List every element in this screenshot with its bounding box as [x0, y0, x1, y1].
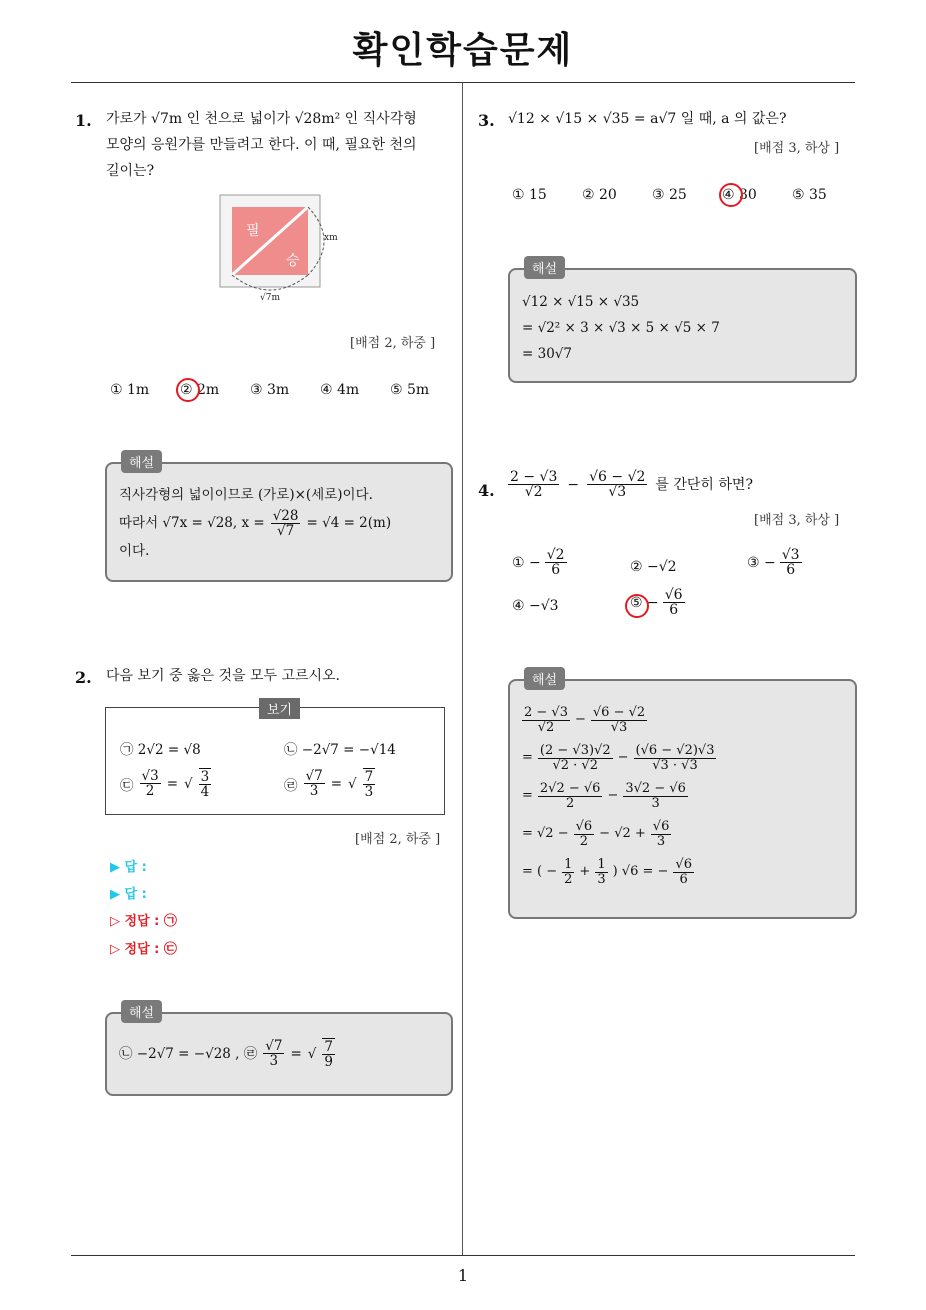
q4-ex4-d2: 3: [656, 833, 666, 849]
q3-choices: [512, 187, 852, 211]
q4-ex3-d2: 3: [651, 795, 660, 811]
q2-item-3-label: ㉢: [120, 777, 134, 794]
q3-answer-mark: [719, 183, 743, 207]
q2-item-3-rhs-num: 3: [200, 769, 210, 785]
q2-item-4-label: ㉣: [284, 777, 298, 794]
q2-item-3-rhs-den: 4: [200, 784, 210, 800]
q4-ex4-frac2: [651, 820, 672, 849]
q4-ex5-frac1: [562, 858, 574, 887]
q4-choices: [512, 548, 852, 628]
q4-choice-1-num: √2: [546, 547, 565, 563]
q3-text: √12 × √15 × √35 = a√7 일 때, a 의 값은?: [508, 111, 787, 127]
q4-frac-1: [508, 470, 559, 499]
q4-ex5-n1: 1: [564, 856, 573, 872]
q1-text: [106, 106, 456, 184]
q1-choice-1[interactable]: ① 1m: [110, 382, 150, 398]
q4-choice-3-frac: [780, 548, 802, 577]
q2-explain-text: ㉡ −2√7 = −√28 , ㉣ $\frac{√7}{3}$ = √ $\frac{7}{9}$: [119, 1038, 333, 1070]
q2-explain-rhs-den: 9: [324, 1054, 333, 1070]
q4-choice-3-num: √3: [781, 547, 800, 563]
q3-explain-tag: 해설: [524, 256, 565, 279]
q1-choice-3[interactable]: ③ 3m: [250, 382, 290, 398]
q1-explain-frac-den: √7: [276, 522, 295, 539]
q3-choice-2[interactable]: ② 20: [582, 187, 617, 203]
bottom-rule: [71, 1255, 855, 1256]
q1-explain-frac-num: √28: [272, 507, 299, 524]
q2-explain-a: ㉡ −2√7 = −√28 , ㉣: [119, 1045, 258, 1062]
q2-correct-2: ▷ 정답 : ㉢: [110, 942, 177, 957]
q2-item-4-frac: [304, 769, 325, 798]
q1-explain-line1: 직사각형의 넓이이므로 (가로)×(세로)이다.: [119, 487, 373, 503]
q2-item-4-rhs-num: 7: [364, 769, 374, 785]
q3-explain-line2: = √2² × 3 × √3 × 5 × √5 × 7: [522, 320, 720, 336]
page-number: 1: [457, 1266, 469, 1285]
q4-explain-line5: [522, 853, 716, 891]
q2-answer-field-1[interactable]: ▶ 답 :: [110, 860, 147, 875]
q4-ex2-n1: (2 − √3)√2: [539, 742, 611, 758]
q4-ex3-n2: 3√2 − √6: [625, 780, 686, 796]
q4-ex2-frac1: [538, 744, 613, 773]
q1-answer-mark: [176, 378, 200, 402]
q2-item-4-rhs: [363, 768, 376, 799]
q4-ex5-a: = ( −: [522, 864, 558, 879]
q4-number: 4.: [478, 481, 495, 500]
q1-score: [배점 2, 하중 ]: [350, 336, 436, 351]
q4-ex1-frac1: [522, 706, 570, 735]
q4-frac-2-num: √6 − √2: [589, 469, 646, 485]
q4-ex5-c: ) √6 = −: [612, 864, 669, 879]
q4-choice-4[interactable]: ④ −√3: [512, 598, 559, 614]
q4-ex5-d2: 3: [597, 871, 606, 887]
q2-text: 다음 보기 중 옳은 것을 모두 고르시오.: [106, 668, 341, 684]
q3-explanation-box: [508, 262, 857, 383]
q2-bogi-tag: 보기: [259, 698, 300, 719]
q4-ex5-d1: 2: [564, 871, 573, 887]
q1-choice-2[interactable]: ② 2m: [180, 382, 220, 398]
q2-answer-field-2[interactable]: ▶ 답 :: [110, 887, 147, 902]
q1-explain-line2: [119, 508, 449, 538]
q4-ex5-b: +: [579, 864, 591, 879]
q4-ex5-frac2: [595, 858, 607, 887]
q2-item-3-frac: [140, 769, 161, 798]
q3-number: 3.: [478, 111, 495, 130]
q3-explain-line3: = 30√7: [522, 346, 572, 362]
q4-ex1-n1: 2 − √3: [524, 704, 568, 720]
q4-frac-2-den: √3: [608, 484, 627, 500]
q1-line1: 가로가 √7m 인 천으로 넓이가 √28m² 인 직사각형: [106, 111, 417, 127]
q1-figure-top: 필: [246, 223, 260, 239]
q2-bogi-box: [105, 703, 445, 815]
q4-ex1-frac2: [591, 706, 647, 735]
q4-frac-1-den: √2: [524, 484, 543, 500]
q4-explain-text: [522, 701, 716, 891]
q4-ex4-a: = √2 −: [522, 826, 569, 841]
q4-ex4-frac1: [574, 820, 595, 849]
q2-item-4-den: 3: [309, 783, 319, 799]
q2-item-3-rhs: [199, 768, 212, 799]
q4-ex1-d1: √2: [537, 719, 555, 735]
q1-figure-side: xm: [324, 233, 338, 243]
q1-figure-width: √7m: [260, 293, 280, 303]
q4-choice-5-frac: [663, 588, 685, 617]
q1-explain-tag: 해설: [121, 450, 162, 473]
q4-ex4-n1: √6: [575, 818, 593, 834]
q4-choice-1-den: 6: [551, 562, 561, 578]
q2-item-3-den: 2: [145, 783, 155, 799]
q4-explain-line1: $\frac{2 - √3}{√2}$ − $\frac{√6 - √2}{√3}$: [524, 704, 646, 735]
q1-figure: [210, 190, 350, 305]
q4-ex3-n1: 2√2 − √6: [539, 780, 601, 796]
q4-ex4-b: − √2 +: [599, 826, 646, 841]
q2-item-2: ㉡ −2√7 = −√14: [284, 742, 396, 758]
q2-explain-num: √7: [265, 1038, 283, 1054]
q2-correct-1: ▷ 정답 : ㉠: [110, 914, 177, 929]
q1-number: 1.: [75, 111, 92, 130]
q4-frac-2: [587, 470, 647, 499]
q4-ex2-d1: √2 · √2: [552, 757, 598, 773]
q4-choice-1[interactable]: [512, 548, 567, 577]
q4-score: [배점 3, 하상 ]: [754, 513, 840, 528]
q4-explain-line4: [522, 815, 716, 853]
q2-item-3-num: √3: [141, 768, 159, 784]
q1-explanation-box: [105, 456, 453, 582]
q1-choice-4[interactable]: ④ 4m: [320, 382, 360, 398]
q4-choice-1-frac: [545, 548, 567, 577]
q3-score: [배점 3, 하상 ]: [754, 141, 840, 156]
q4-choice-3-label: ③ −: [747, 554, 776, 571]
q2-explain-rhs-num: 7: [324, 1039, 333, 1055]
q2-explanation-box: [105, 1006, 453, 1096]
q4-text: $\frac{2 - √3}{√2}$ − $\frac{√6 - √2}{√3}$ 를 간단히 하면?: [510, 469, 753, 500]
q3-explain-line1: √12 × √15 × √35: [522, 294, 640, 310]
top-rule: [71, 82, 855, 83]
q4-choice-5-den: 6: [669, 602, 679, 618]
page-title: 확인학습문제: [352, 30, 574, 71]
q4-explain-tag: 해설: [524, 667, 565, 690]
q1-explain-2a: 따라서 √7x = √28, x =: [119, 515, 265, 531]
q2-item-1: ㉠ 2√2 = √8: [120, 742, 201, 758]
q1-explain-text: [119, 482, 449, 564]
q1-explain-frac: [271, 509, 301, 538]
q2-item-4: ㉣ $\frac{√7}{3}$ = √ $\frac{7}{3}$: [284, 768, 374, 800]
q4-explain-line3: = $\frac{2√2 - √6}{2}$ − $\frac{3√2 - √6}{3}$: [522, 780, 686, 811]
q4-choice-2[interactable]: ② −√2: [630, 559, 677, 575]
q1-line2: 모양의 응원가를 만들려고 한다. 이 때, 필요한 천의: [106, 137, 417, 153]
q4-ex3-frac2: [623, 782, 688, 811]
q3-choice-1[interactable]: ① 15: [512, 187, 547, 203]
q4-choice-3[interactable]: [747, 548, 802, 577]
q4-ex2-frac2: [634, 744, 717, 773]
q2-explain-rhs: [322, 1038, 335, 1069]
q4-ex5-d3: 6: [679, 871, 688, 887]
q4-ex1-n2: √6 − √2: [592, 704, 646, 720]
q1-figure-bottom: 승: [286, 253, 300, 269]
q3-choice-4[interactable]: ④ 30: [722, 187, 757, 203]
q4-ex5-n2: 1: [597, 856, 606, 872]
q2-item-3: ㉢ $\frac{√3}{2}$ = √ $\frac{3}{4}$: [120, 768, 210, 800]
q4-ex3-d1: 2: [566, 795, 575, 811]
q4-frac-1-num: 2 − √3: [510, 469, 558, 485]
q4-ex5-frac3: [673, 858, 694, 887]
q2-explain-den: 3: [269, 1053, 279, 1069]
q1-line3: 길이는?: [106, 163, 155, 179]
q4-ex5-n3: √6: [675, 856, 692, 872]
q4-choice-1-label: ① −: [512, 554, 541, 571]
q1-choice-5[interactable]: ⑤ 5m: [390, 382, 430, 398]
q2-explain-tag: 해설: [121, 1000, 162, 1023]
column-divider: [462, 83, 463, 1255]
q2-number: 2.: [75, 668, 92, 687]
q3-choice-3[interactable]: ③ 25: [652, 187, 687, 203]
q4-ex1-d2: √3: [610, 719, 628, 735]
q4-choice-5-label: ⑤ −: [630, 594, 659, 611]
q4-answer-mark: [625, 594, 649, 618]
q3-choice-5[interactable]: ⑤ 35: [792, 187, 827, 203]
q2-item-4-num: √7: [305, 768, 323, 784]
q4-explain-line2: = $\frac{(2 - √3)√2}{√2 \cdot √2}$ − $\frac{(√6 - √2)√3}{√3 \cdot √3}$: [522, 742, 715, 773]
q3-explain-text: [522, 289, 720, 367]
q4-ex2-n2: (√6 − √2)√3: [635, 742, 715, 758]
q2-item-4-rhs-den: 3: [364, 784, 374, 800]
q1-explain-line3: 이다.: [119, 543, 150, 559]
q4-choice-5-num: √6: [664, 587, 683, 603]
q4-explanation-box: [508, 673, 857, 919]
q4-choice-3-den: 6: [786, 562, 796, 578]
q4-ex2-d2: √3 · √3: [652, 757, 698, 773]
q2-score: [배점 2, 하중 ]: [355, 832, 441, 847]
q4-ex4-d1: 2: [579, 833, 589, 849]
q4-ex3-frac1: [538, 782, 603, 811]
q1-explain-2b: = √4 = 2(m): [306, 515, 392, 531]
q4-text-tail: 를 간단히 하면?: [655, 476, 753, 493]
q2-explain-frac: [263, 1039, 284, 1068]
q1-choices: [110, 382, 450, 406]
q4-ex4-n2: √6: [652, 818, 670, 834]
